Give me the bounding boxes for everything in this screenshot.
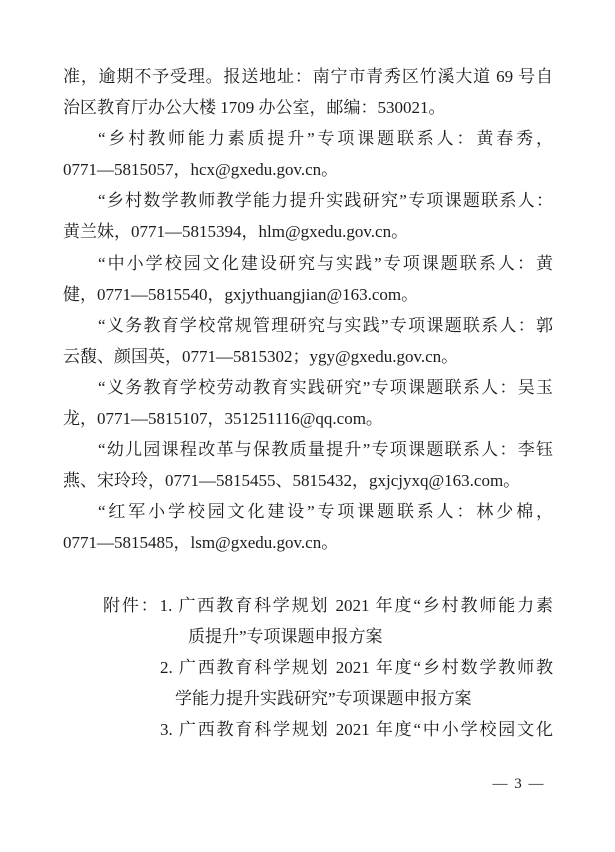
body-line: “幼儿园课程改革与保教质量提升”专项课题联系人：李钰 — [98, 440, 553, 460]
body-line: 0771—5815485，lsm@gxedu.gov.cn。 — [63, 533, 339, 553]
body-line: 龙，0771—5815107，351251116@qq.com。 — [63, 409, 383, 429]
attachment-line: 3. 广西教育科学规划 2021 年度“中小学校园文化 — [160, 720, 553, 740]
body-line: “乡村教师能力素质提升”专项课题联系人：黄春秀， — [98, 129, 553, 149]
body-line: “义务教育学校常规管理研究与实践”专项课题联系人：郭 — [98, 315, 553, 335]
body-line: “红军小学校园文化建设”专项课题联系人：林少棉， — [98, 502, 553, 522]
body-line: 燕、宋玲玲，0771—5815455、5815432，gxjcjyxq@163.com。 — [63, 471, 521, 491]
attachment-line: 质提升”专项课题申报方案 — [188, 627, 383, 647]
attachment-line: 附件：1. 广西教育科学规划 2021 年度“乡村教师能力素 — [103, 596, 553, 615]
attachment-list — [63, 590, 553, 745]
body-line: 黄兰妹，0771—5815394，hlm@gxedu.gov.cn。 — [63, 222, 409, 242]
document-body — [63, 61, 553, 559]
body-line: 0771—5815057，hcx@gxedu.gov.cn。 — [63, 160, 339, 180]
attachment-line: 2. 广西教育科学规划 2021 年度“乡村数学教师教 — [160, 658, 553, 678]
body-line: 健，0771—5815540，gxjythuangjian@163.com。 — [63, 284, 419, 304]
body-line: 云馥、颜国英，0771—5815302；ygy@gxedu.gov.cn。 — [63, 346, 459, 366]
body-line: 准，逾期不予受理。报送地址：南宁市青秀区竹溪大道 69 号自 — [63, 67, 553, 86]
body-line: 治区教育厅办公大楼 1709 办公室，邮编：530021。 — [63, 98, 446, 118]
body-line: “义务教育学校劳动教育实践研究”专项课题联系人：吴玉 — [98, 377, 553, 397]
page-number: — 3 — — [492, 776, 545, 792]
body-line: “中小学校园文化建设研究与实践”专项课题联系人：黄 — [98, 253, 553, 273]
body-line: “乡村数学教师教学能力提升实践研究”专项课题联系人： — [98, 191, 553, 211]
attachment-line: 学能力提升实践研究”专项课题申报方案 — [175, 689, 472, 709]
